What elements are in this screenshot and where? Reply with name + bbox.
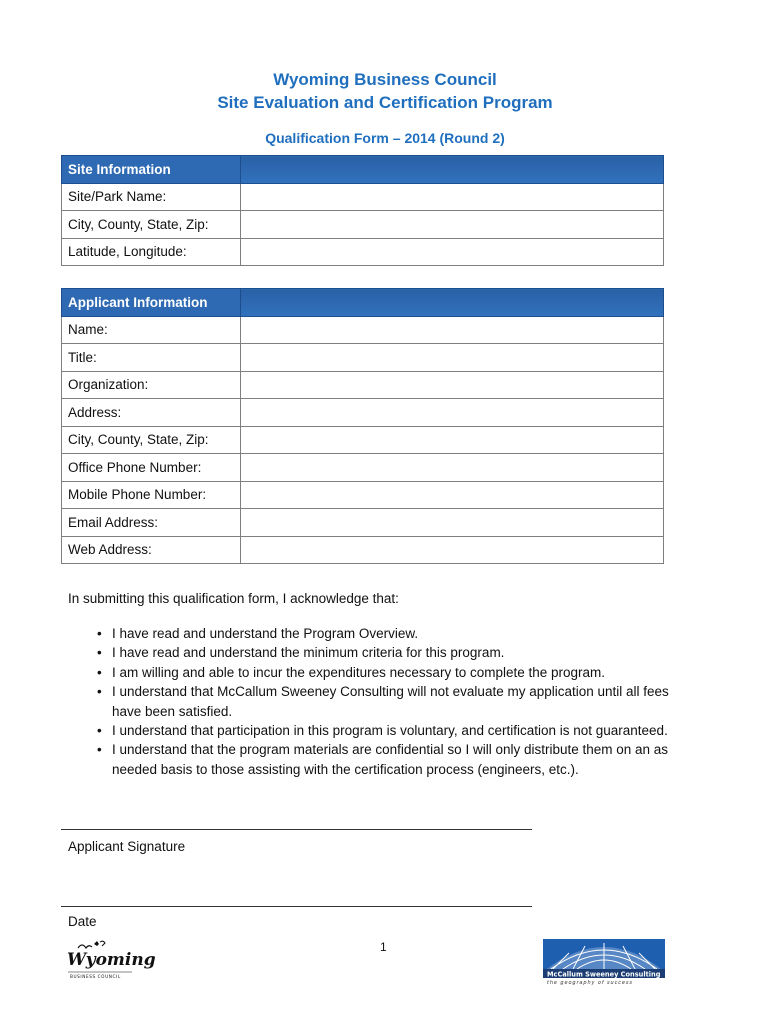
bullet-icon: • (97, 626, 102, 641)
table-row (62, 536, 664, 564)
mobile-phone-field[interactable] (241, 481, 664, 509)
web-address-field[interactable] (241, 536, 664, 564)
name-field[interactable] (241, 316, 664, 344)
applicant-signature-line[interactable] (61, 829, 532, 830)
list-item-text: I have read and understand the Program Overview. (112, 626, 419, 641)
table-row (62, 426, 664, 454)
table-row (62, 399, 664, 427)
address-field[interactable] (241, 399, 664, 427)
bullet-icon: • (97, 645, 102, 661)
field-label: Email Address: (62, 509, 241, 537)
email-field[interactable] (241, 509, 664, 537)
field-label: Site/Park Name: (62, 183, 241, 211)
site-information-table (61, 155, 664, 266)
section-header-row (62, 289, 664, 317)
date-line[interactable] (61, 906, 532, 907)
list-item (97, 643, 697, 662)
field-label: City, County, State, Zip: (62, 426, 241, 454)
site-park-name-field[interactable] (241, 183, 664, 211)
list-item-text: I understand that McCallum Sweeney Consulting will not evaluate my application until all fees have been satisfied. (112, 684, 669, 719)
field-label: Organization: (62, 371, 241, 399)
field-label: Web Address: (62, 536, 241, 564)
list-item (97, 624, 697, 643)
wyoming-logo (64, 938, 156, 980)
mccallum-sweeney-logo (543, 937, 665, 985)
section-heading: Site Information (62, 156, 241, 184)
page-number: 1 (380, 940, 387, 954)
title-field[interactable] (241, 344, 664, 372)
list-item-text: I understand that the program materials are confidential so I will only distribute them on an as needed basis to those assisting with the certification process (engineers, etc.). (112, 742, 669, 777)
office-phone-field[interactable] (241, 454, 664, 482)
field-label: Latitude, Longitude: (62, 238, 241, 266)
svg-text:Wyoming: Wyoming (67, 950, 156, 970)
field-label: Name: (62, 316, 241, 344)
applicant-city-county-state-zip-field[interactable] (241, 426, 664, 454)
table-row (62, 509, 664, 537)
title-line-1: Wyoming Business Council (273, 70, 497, 89)
section-header-fill (241, 156, 664, 184)
title-line-2: Site Evaluation and Certification Program (217, 93, 553, 112)
bullet-icon: • (97, 723, 102, 739)
organization-field[interactable] (241, 371, 664, 399)
list-item (97, 663, 697, 682)
acknowledgement-list (97, 624, 697, 779)
list-item (97, 682, 697, 721)
field-label: Office Phone Number: (62, 454, 241, 482)
field-label: Title: (62, 344, 241, 372)
list-item (97, 721, 697, 740)
table-row (62, 183, 664, 211)
field-label: Mobile Phone Number: (62, 481, 241, 509)
bullet-icon: • (97, 742, 102, 758)
table-row (62, 371, 664, 399)
section-header-fill (241, 289, 664, 317)
svg-text:the geography of success: the geography of success (547, 980, 633, 986)
table-row (62, 481, 664, 509)
acknowledgement-intro: In submitting this qualification form, I acknowledge that: (68, 591, 399, 606)
applicant-signature-label: Applicant Signature (68, 839, 186, 854)
form-subtitle: Qualification Form – 2014 (Round 2) (265, 130, 505, 146)
latitude-longitude-field[interactable] (241, 238, 664, 266)
field-label: City, County, State, Zip: (62, 211, 241, 239)
list-item-text: I am willing and able to incur the expenditures necessary to complete the program. (112, 664, 606, 680)
site-city-county-state-zip-field[interactable] (241, 211, 664, 239)
bullet-icon: • (97, 684, 102, 700)
table-row (62, 454, 664, 482)
table-row (62, 316, 664, 344)
svg-text:BUSINESS COUNCIL: BUSINESS COUNCIL (70, 974, 121, 979)
bullet-icon: • (97, 664, 102, 680)
section-header-row (62, 156, 664, 184)
list-item-text: I have read and understand the minimum criteria for this program. (112, 645, 505, 661)
table-row (62, 344, 664, 372)
list-item (97, 740, 697, 779)
section-heading: Applicant Information (62, 289, 241, 317)
list-item-text: I understand that participation in this program is voluntary, and certification is not guaranteed. (112, 723, 668, 739)
field-label: Address: (62, 399, 241, 427)
applicant-information-table (61, 288, 664, 564)
table-row (62, 238, 664, 266)
table-row (62, 211, 664, 239)
svg-text:McCallum Sweeney Consulting: McCallum Sweeney Consulting (547, 970, 661, 979)
date-label: Date (68, 914, 97, 929)
